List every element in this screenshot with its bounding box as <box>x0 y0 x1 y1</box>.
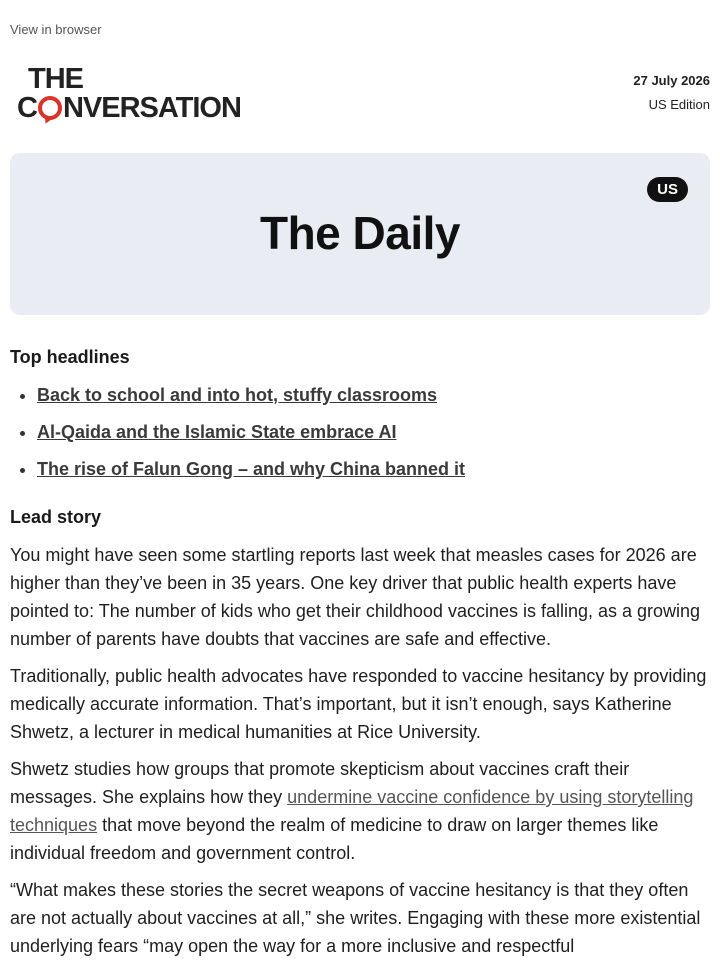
lead-paragraph: “What makes these stories the secret weapons of vaccine hesitancy is that they often are not actually about vaccines at all,” she writes. Engaging with these more existential underlying fears “may open the way for a more inclusive and respectful <box>10 880 701 956</box>
lead-story-body <box>10 541 710 969</box>
headline-link[interactable]: Back to school and into hot, stuffy classrooms <box>37 385 438 405</box>
list-item <box>37 419 717 456</box>
logo-letter-c: C <box>17 92 37 124</box>
issue-date: 27 July 2026 <box>633 73 710 88</box>
inline-story-link[interactable]: undermine vaccine confidence by using storytelling techniques <box>10 787 694 835</box>
list-item <box>37 456 717 493</box>
list-item <box>37 382 717 419</box>
lead-story-heading: Lead story <box>10 507 102 527</box>
headline-link[interactable]: Al-Qaida and the Islamic State embrace AI <box>37 422 397 442</box>
headline-list <box>10 382 717 493</box>
top-headlines-heading: Top headlines <box>10 347 130 367</box>
lead-paragraph: You might have seen some startling reports last week that measles cases for 2026 are higher than they’ve been in 35 years. One key driver that public health experts have pointed to: The number of kids who get their childhood vaccines is falling, as a growing number of parents have doubts that vaccines are safe and effective. <box>10 545 701 649</box>
paragraph-text: Shwetz studies how groups that promote skepticism about vaccines craft their messages. She explains how they <box>10 759 630 807</box>
the-conversation-logo[interactable] <box>17 63 241 124</box>
view-in-browser-link[interactable]: View in browser <box>10 22 102 37</box>
edition-badge: US <box>647 177 688 202</box>
newsletter-title: The Daily <box>259 207 460 259</box>
logo-text-line1: THE <box>28 63 83 95</box>
lead-paragraph <box>10 755 710 867</box>
logo-text-rest: NVERSATION <box>62 92 241 124</box>
newsletter-banner <box>10 153 710 315</box>
paragraph-text: that move beyond the realm of medicine to draw on larger themes like individual freedom and government control. <box>10 815 659 863</box>
speech-bubble-icon <box>38 96 62 120</box>
headline-link[interactable]: The rise of Falun Gong – and why China banned it <box>37 459 466 479</box>
lead-paragraph: Traditionally, public health advocates have responded to vaccine hesitancy by providing medically accurate information. That’s important, but it isn’t enough, says Katherine Shwetz, a lecturer in medical humanities at Rice University. <box>10 666 707 742</box>
logo-text-line2 <box>17 93 241 123</box>
edition-label: US Edition <box>648 97 710 112</box>
